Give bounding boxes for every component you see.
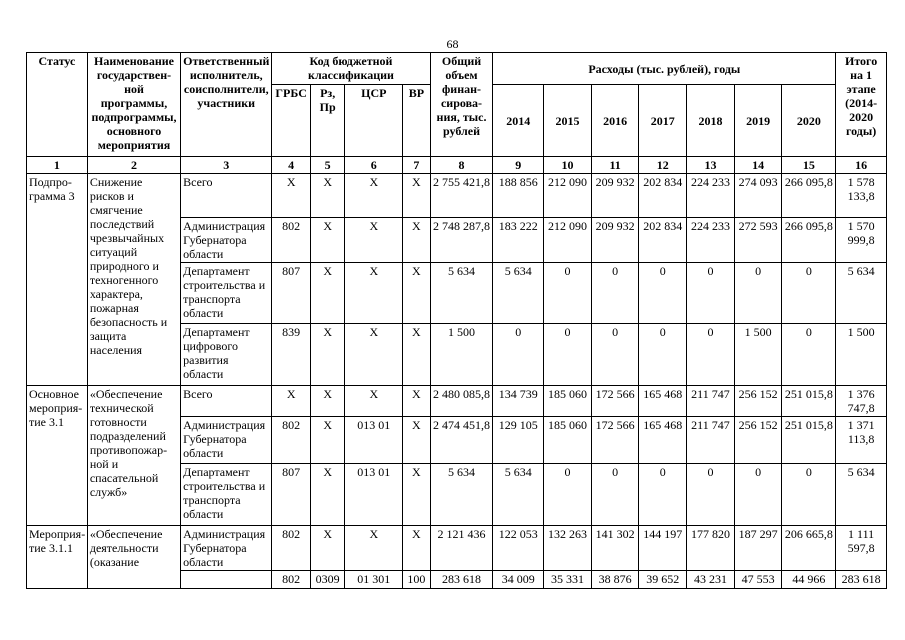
row-csr: 013 01 <box>345 464 403 526</box>
column-number: 3 <box>181 157 272 174</box>
row-year-value: 35 331 <box>544 571 592 589</box>
row-name: «Обеспечение технической готовности подразделений противопожар-ной и спасательной служб» <box>87 386 180 526</box>
row-rz: Х <box>310 174 344 218</box>
row-vr: 100 <box>403 571 430 589</box>
row-grbs: 802 <box>272 571 311 589</box>
row-csr: Х <box>345 526 403 571</box>
row-year-value: 256 152 <box>734 417 782 464</box>
column-number: 11 <box>591 157 639 174</box>
row-year-value: 206 665,8 <box>782 526 836 571</box>
row-year-value: 224 233 <box>687 218 735 263</box>
row-csr: 013 01 <box>345 417 403 464</box>
row-status: Мероприя-тие 3.1.1 <box>27 526 88 589</box>
row-total: 5 634 <box>430 263 493 324</box>
row-year-value: 122 053 <box>493 526 544 571</box>
column-number: 2 <box>87 157 180 174</box>
column-number: 10 <box>544 157 592 174</box>
row-vr: Х <box>403 174 430 218</box>
column-number: 13 <box>687 157 735 174</box>
column-number-row <box>27 157 887 174</box>
row-year-value: 0 <box>782 263 836 324</box>
row-total: 2 755 421,8 <box>430 174 493 218</box>
row-year-value: 272 593 <box>734 218 782 263</box>
row-rz: Х <box>310 324 344 386</box>
row-year-value: 0 <box>544 263 592 324</box>
row-vr: Х <box>403 526 430 571</box>
row-csr: Х <box>345 218 403 263</box>
row-year-value: 209 932 <box>591 174 639 218</box>
column-number: 6 <box>345 157 403 174</box>
row-stage-sum: 1 570 999,8 <box>836 218 887 263</box>
row-year-value: 43 231 <box>687 571 735 589</box>
row-year-value: 5 634 <box>493 464 544 526</box>
header-status: Статус <box>27 53 88 157</box>
row-year-value: 185 060 <box>544 386 592 417</box>
row-year-value: 251 015,8 <box>782 417 836 464</box>
row-year-value: 212 090 <box>544 218 592 263</box>
row-year-value: 187 297 <box>734 526 782 571</box>
row-year-value: 251 015,8 <box>782 386 836 417</box>
row-year-value: 0 <box>782 464 836 526</box>
row-year-value: 172 566 <box>591 386 639 417</box>
row-year-value: 0 <box>734 263 782 324</box>
row-year-value: 172 566 <box>591 417 639 464</box>
page-number: 68 <box>446 37 459 51</box>
row-grbs: 802 <box>272 526 311 571</box>
row-total: 5 634 <box>430 464 493 526</box>
row-year-value: 1 500 <box>734 324 782 386</box>
row-vr: Х <box>403 464 430 526</box>
row-year-value: 5 634 <box>493 263 544 324</box>
row-total: 2 748 287,8 <box>430 218 493 263</box>
header-total: Общий объем финан-сирова-ния, тыс. рублей <box>430 53 493 157</box>
row-year-value: 177 820 <box>687 526 735 571</box>
row-executor: Администрация Губернатора области <box>181 526 272 571</box>
row-year-value: 188 856 <box>493 174 544 218</box>
row-executor: Администрация Губернатора области <box>181 218 272 263</box>
row-stage-sum: 1 371 113,8 <box>836 417 887 464</box>
row-year-value: 212 090 <box>544 174 592 218</box>
row-total: 2 474 451,8 <box>430 417 493 464</box>
row-stage-sum: 5 634 <box>836 263 887 324</box>
row-csr: Х <box>345 324 403 386</box>
header-budget-code: Код бюджетной классификации <box>272 53 430 85</box>
row-year-value: 202 834 <box>639 174 687 218</box>
header-vr: ВР <box>403 85 430 157</box>
column-number: 8 <box>430 157 493 174</box>
row-vr: Х <box>403 417 430 464</box>
column-number: 16 <box>836 157 887 174</box>
header-rz: Рз, Пр <box>310 85 344 157</box>
row-year-value: 211 747 <box>687 386 735 417</box>
row-year-value: 0 <box>687 464 735 526</box>
row-stage-sum: 1 111 597,8 <box>836 526 887 571</box>
row-vr: Х <box>403 263 430 324</box>
row-rz: Х <box>310 526 344 571</box>
column-number: 4 <box>272 157 311 174</box>
row-total: 2 121 436 <box>430 526 493 571</box>
row-year-value: 47 553 <box>734 571 782 589</box>
row-executor: Администрация Губернатора области <box>181 417 272 464</box>
row-year-value: 44 966 <box>782 571 836 589</box>
row-name: Снижение рисков и смягчение последствий чрезвычайных ситуаций природного и техногенного характера, пожарная безопасность и защита населения <box>87 174 180 386</box>
row-year-value: 165 468 <box>639 417 687 464</box>
column-number: 7 <box>403 157 430 174</box>
row-grbs: 807 <box>272 263 311 324</box>
row-executor: Департамент строительства и транспорта области <box>181 263 272 324</box>
row-year-value: 0 <box>591 324 639 386</box>
row-year-value: 224 233 <box>687 174 735 218</box>
row-vr: Х <box>403 218 430 263</box>
row-year-value: 0 <box>687 263 735 324</box>
row-grbs: 802 <box>272 417 311 464</box>
row-year-value: 266 095,8 <box>782 174 836 218</box>
header-year: 2018 <box>687 85 735 157</box>
row-executor: Всего <box>181 386 272 417</box>
row-rz: 0309 <box>310 571 344 589</box>
row-total: 2 480 085,8 <box>430 386 493 417</box>
row-name: «Обеспечение деятельности (оказание <box>87 526 180 589</box>
row-grbs: Х <box>272 386 311 417</box>
header-name: Наименование государствен-ной программы, подпрограммы, основного мероприятия <box>87 53 180 157</box>
header-executor: Ответственный исполнитель, соисполнители, участники <box>181 53 272 157</box>
table-row <box>27 386 887 417</box>
header-expenses: Расходы (тыс. рублей), годы <box>493 53 836 85</box>
row-csr: 01 301 <box>345 571 403 589</box>
row-rz: Х <box>310 263 344 324</box>
row-year-value: 165 468 <box>639 386 687 417</box>
header-year: 2017 <box>639 85 687 157</box>
header-grbs: ГРБС <box>272 85 311 157</box>
row-year-value: 256 152 <box>734 386 782 417</box>
row-year-value: 134 739 <box>493 386 544 417</box>
row-year-value: 0 <box>782 324 836 386</box>
row-year-value: 34 009 <box>493 571 544 589</box>
row-executor: Департамент строительства и транспорта области <box>181 464 272 526</box>
row-year-value: 0 <box>734 464 782 526</box>
header-year: 2016 <box>591 85 639 157</box>
column-number: 14 <box>734 157 782 174</box>
row-year-value: 144 197 <box>639 526 687 571</box>
row-vr: Х <box>403 324 430 386</box>
budget-table <box>26 52 887 589</box>
row-grbs: Х <box>272 174 311 218</box>
row-year-value: 0 <box>639 324 687 386</box>
row-csr: Х <box>345 263 403 324</box>
header-year: 2020 <box>782 85 836 157</box>
row-stage-sum: 1 376 747,8 <box>836 386 887 417</box>
row-year-value: 129 105 <box>493 417 544 464</box>
column-number: 12 <box>639 157 687 174</box>
header-csr: ЦСР <box>345 85 403 157</box>
row-executor: Всего <box>181 174 272 218</box>
row-csr: Х <box>345 386 403 417</box>
row-total: 283 618 <box>430 571 493 589</box>
row-year-value: 209 932 <box>591 218 639 263</box>
row-rz: Х <box>310 464 344 526</box>
row-grbs: 839 <box>272 324 311 386</box>
row-grbs: 802 <box>272 218 311 263</box>
row-year-value: 39 652 <box>639 571 687 589</box>
column-number: 9 <box>493 157 544 174</box>
row-grbs: 807 <box>272 464 311 526</box>
row-year-value: 0 <box>544 324 592 386</box>
row-executor <box>181 571 272 589</box>
row-year-value: 0 <box>544 464 592 526</box>
row-rz: Х <box>310 386 344 417</box>
column-number: 5 <box>310 157 344 174</box>
row-vr: Х <box>403 386 430 417</box>
row-year-value: 132 263 <box>544 526 592 571</box>
row-status: Подпро-грамма 3 <box>27 174 88 386</box>
row-year-value: 38 876 <box>591 571 639 589</box>
row-year-value: 141 302 <box>591 526 639 571</box>
row-year-value: 266 095,8 <box>782 218 836 263</box>
row-year-value: 0 <box>591 263 639 324</box>
row-year-value: 211 747 <box>687 417 735 464</box>
row-year-value: 0 <box>687 324 735 386</box>
header-year: 2014 <box>493 85 544 157</box>
header-row <box>27 53 887 85</box>
row-stage-sum: 5 634 <box>836 464 887 526</box>
row-year-value: 274 093 <box>734 174 782 218</box>
row-status: Основное мероприя-тие 3.1 <box>27 386 88 526</box>
row-rz: Х <box>310 417 344 464</box>
row-csr: Х <box>345 174 403 218</box>
row-total: 1 500 <box>430 324 493 386</box>
row-year-value: 0 <box>493 324 544 386</box>
header-year: 2019 <box>734 85 782 157</box>
row-executor: Департамент цифрового развития области <box>181 324 272 386</box>
header-year: 2015 <box>544 85 592 157</box>
column-number: 1 <box>27 157 88 174</box>
row-year-value: 185 060 <box>544 417 592 464</box>
row-year-value: 0 <box>591 464 639 526</box>
row-stage-sum: 1 500 <box>836 324 887 386</box>
row-year-value: 0 <box>639 263 687 324</box>
row-year-value: 0 <box>639 464 687 526</box>
row-stage-sum: 1 578 133,8 <box>836 174 887 218</box>
row-rz: Х <box>310 218 344 263</box>
header-stage-total: Итого на 1 этапе (2014-2020 годы) <box>836 53 887 157</box>
row-stage-sum: 283 618 <box>836 571 887 589</box>
row-year-value: 202 834 <box>639 218 687 263</box>
table-row <box>27 526 887 571</box>
column-number: 15 <box>782 157 836 174</box>
table-row <box>27 174 887 218</box>
row-year-value: 183 222 <box>493 218 544 263</box>
